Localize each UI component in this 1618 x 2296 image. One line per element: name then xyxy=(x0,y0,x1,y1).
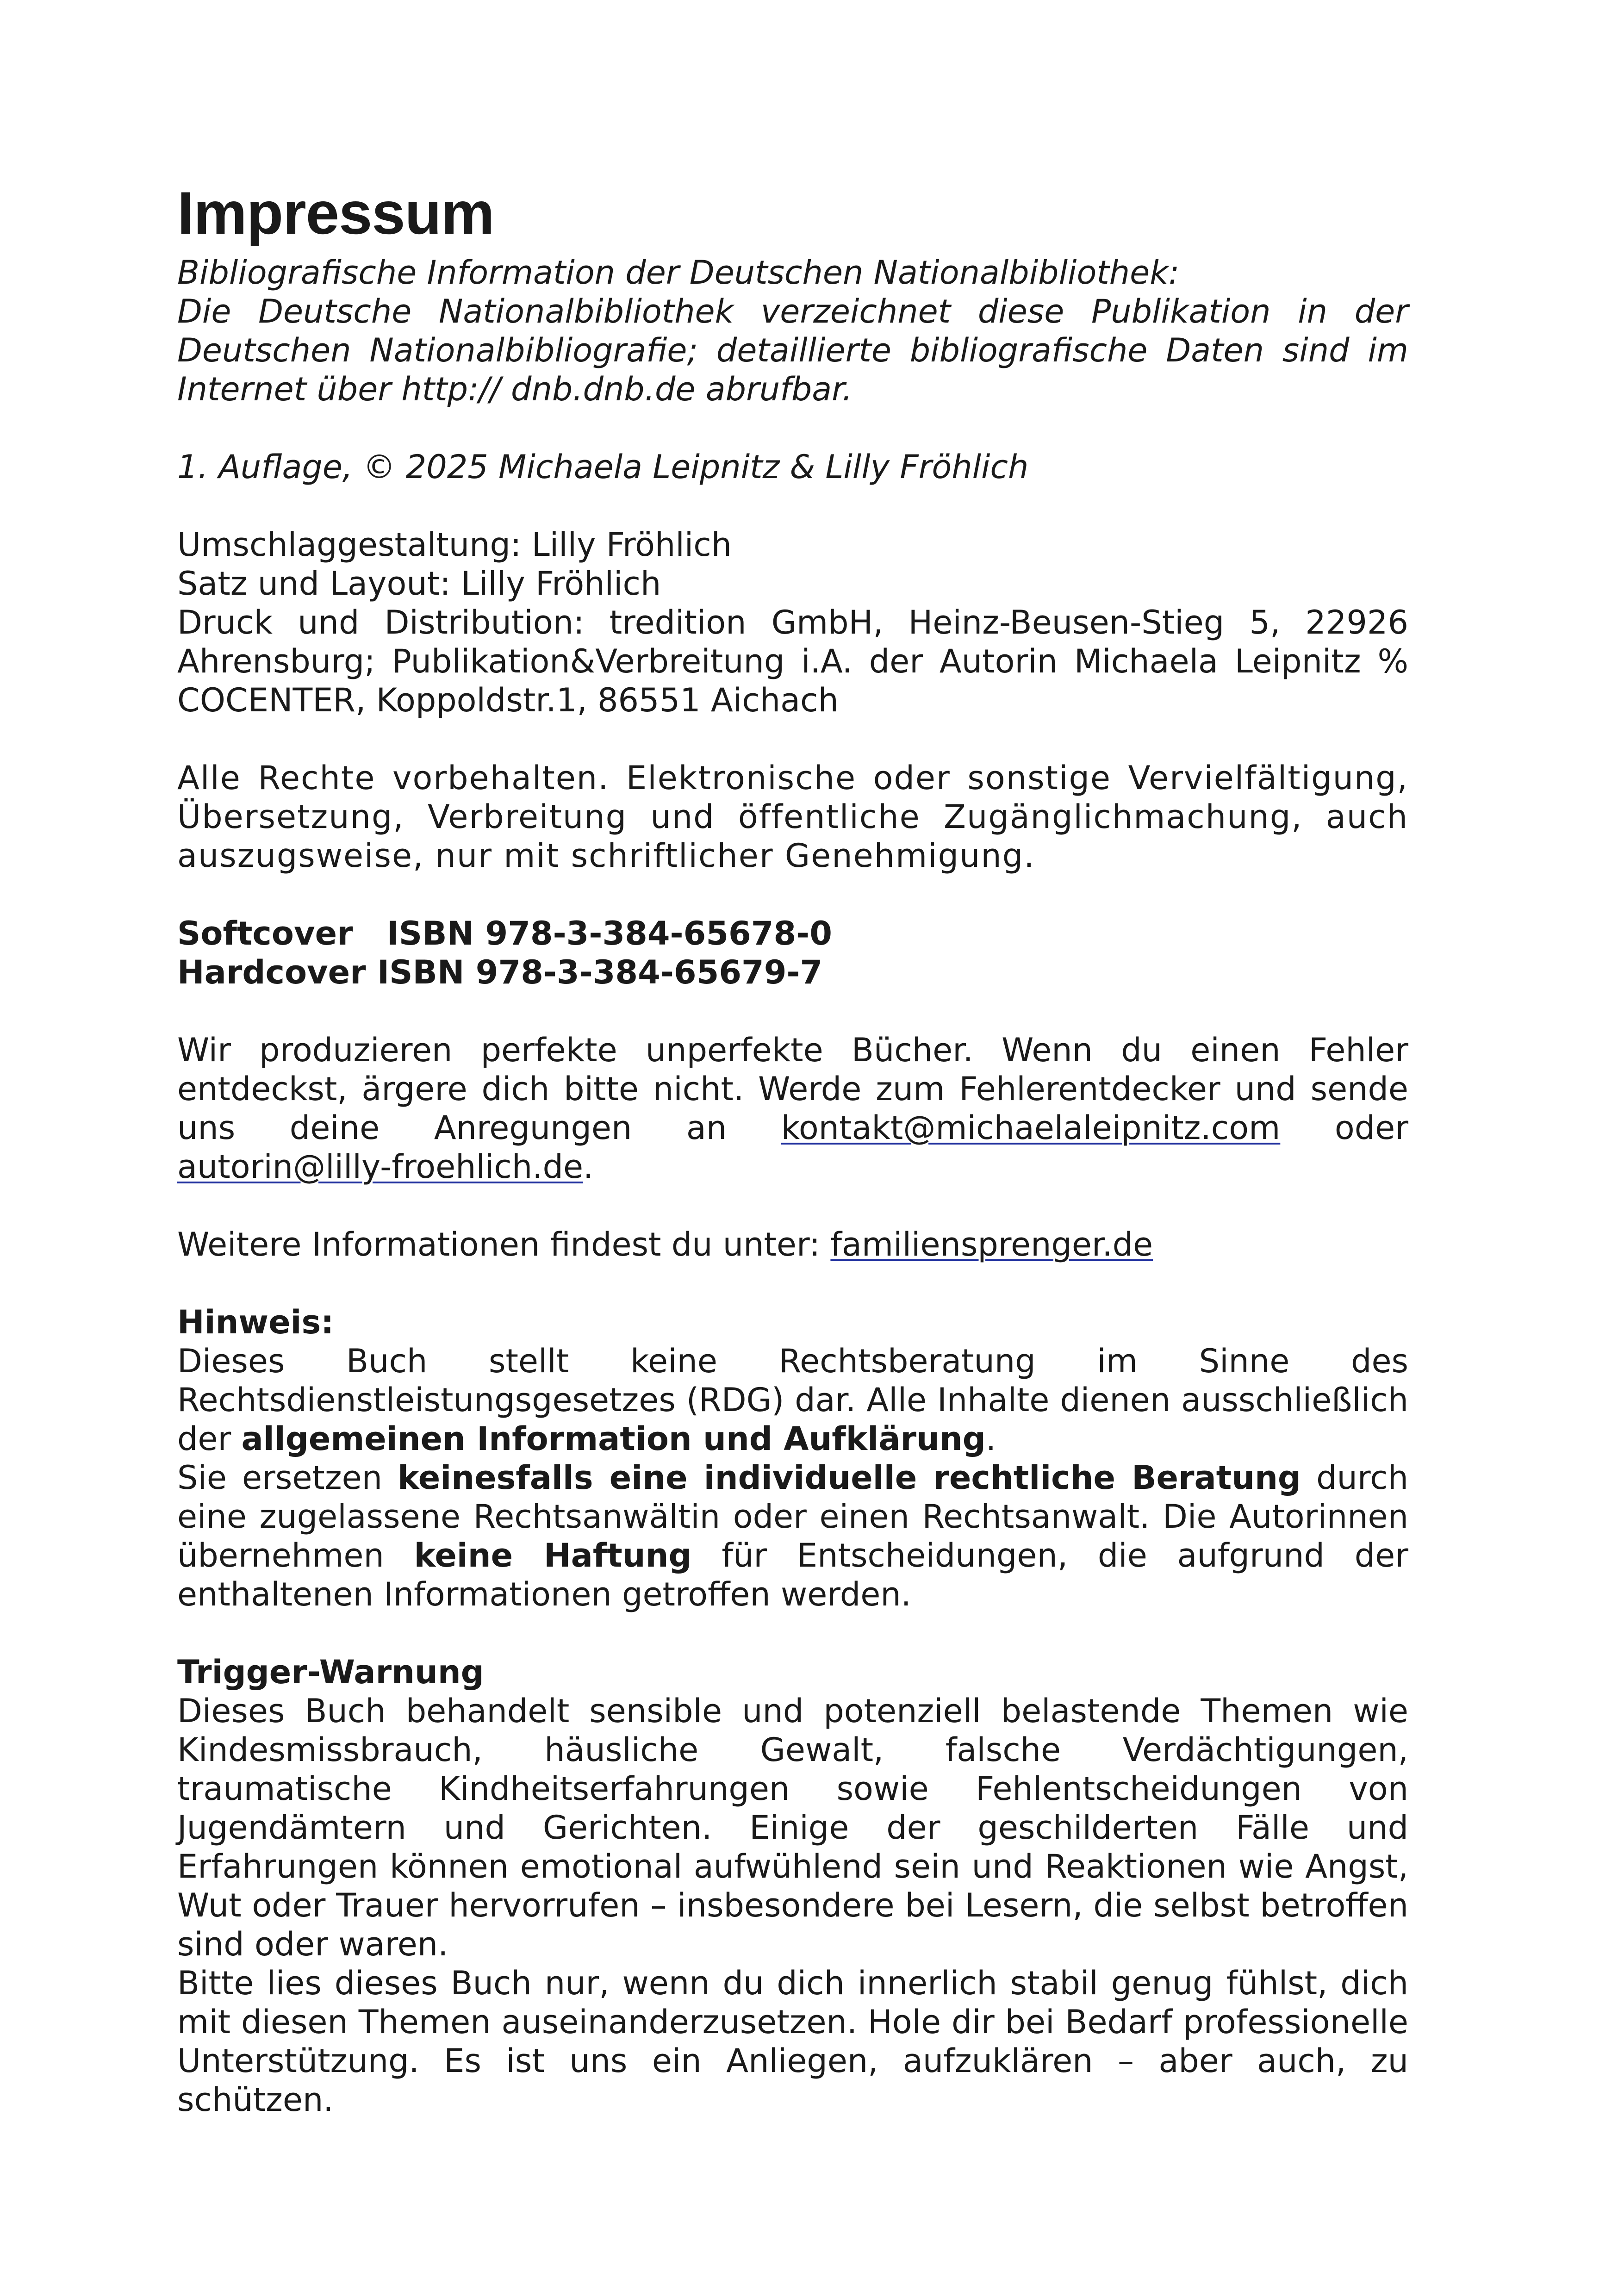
notice-text-4: durch eine zugelassene Rechtsanwältin oder einen Rechtsanwalt. Die Autorinnen übernehmen xyxy=(177,1459,1408,1574)
feedback-paragraph xyxy=(177,1031,1408,1186)
trigger-paragraph-2: Bitte lies dieses Buch nur, wenn du dich innerlich stabil genug fühlst, dich mit diesen Themen auseinanderzusetzen. Hole dir bei Bedarf professionelle Unterstützung. Es ist uns ein Anliegen, aufzuklären – aber auch, zu schützen. xyxy=(177,1964,1408,2119)
bibliography-body: Die Deutsche Nationalbibliothek verzeichnet diese Publikation in der Deutschen Nationalbibliografie; detaillierte bibliografische Daten sind im Internet über http:// dnb.dnb.de abrufbar. xyxy=(177,292,1408,408)
notice-text-2: . xyxy=(985,1420,996,1458)
notice-bold-3: keine Haftung xyxy=(414,1537,692,1574)
page-title: Impressum xyxy=(177,179,494,247)
feedback-text-middle: oder xyxy=(1280,1109,1409,1147)
more-info-line xyxy=(177,1225,1408,1264)
edition-line: 1. Auflage, © 2025 Michaela Leipnitz & Lilly Fröhlich xyxy=(177,448,1029,486)
cover-credit: Umschlaggestaltung: Lilly Fröhlich xyxy=(177,526,732,564)
notice-text-1: Dieses Buch stellt keine Rechtsberatung im Sinne des Rechtsdienstleistungsgesetzes (RDG) dar. Alle Inhalte dienen ausschließlich der xyxy=(177,1342,1408,1458)
bibliography-heading: Bibliografische Information der Deutschen Nationalbibliothek: xyxy=(177,254,1180,292)
feedback-text-before: Wir produzieren perfekte unperfekte Bücher. Wenn du einen Fehler entdeckst, ärgere dich bitte nicht. Werde zum Fehlerentdecker und sende uns deine Anregungen an xyxy=(177,1031,1408,1147)
distribution-credit: Druck und Distribution: tredition GmbH, Heinz-Beusen-Stieg 5, 22926 Ahrensburg; Publikation&Verbreitung i.A. der Autorin Michaela Leipnitz % COCENTER, Koppoldstr.1, 86551 Aichach xyxy=(177,604,1408,719)
notice-section xyxy=(177,1303,1408,1614)
author-email-link[interactable]: autorin@lilly-froehlich.de xyxy=(177,1148,584,1186)
isbn-section xyxy=(177,914,1408,992)
trigger-paragraph-1: Dieses Buch behandelt sensible und potenziell belastende Themen wie Kindesmissbrauch, häusliche Gewalt, falsche Verdächtigungen, traumatische Kindheitserfahrungen sowie Fehlentscheidungen von Jugendämtern und Gerichten. Einige der geschilderten Fälle und Erfahrungen können emotional aufwühlend sein und Reaktionen wie Angst, Wut oder Trauer hervorrufen – insbesondere bei Lesern, die selbst betroffen sind oder waren. xyxy=(177,1692,1408,1963)
notice-bold-1: allgemeinen Information und Aufklärung xyxy=(241,1420,986,1458)
contact-email-link[interactable]: kontakt@michaelaleipnitz.com xyxy=(781,1109,1281,1147)
more-info-text: Weitere Informationen findest du unter: xyxy=(177,1226,831,1263)
notice-text-5: für Entscheidungen, die aufgrund der enthaltenen Informationen getroffen werden. xyxy=(177,1537,1408,1613)
notice-heading: Hinweis: xyxy=(177,1303,334,1341)
trigger-section xyxy=(177,1653,1408,2119)
isbn-softcover: Softcover ISBN 978-3-384-65678-0 xyxy=(177,915,832,952)
rights-notice: Alle Rechte vorbehalten. Elektronische oder sonstige Vervielfältigung, Übersetzung, Verbreitung und öffentliche Zugänglichmachung, auch auszugsweise, nur mit schriftlicher Genehmigung. xyxy=(177,759,1408,875)
notice-bold-2: keinesfalls eine individuelle rechtliche Beratung xyxy=(398,1459,1301,1497)
layout-credit: Satz und Layout: Lilly Fröhlich xyxy=(177,565,661,603)
imprint-page xyxy=(177,178,1408,2119)
credits-section xyxy=(177,525,1408,720)
feedback-text-after: . xyxy=(583,1148,594,1186)
website-link[interactable]: familiensprenger.de xyxy=(830,1226,1153,1263)
trigger-heading: Trigger-Warnung xyxy=(177,1653,484,1691)
bibliography-section xyxy=(177,253,1408,409)
isbn-hardcover: Hardcover ISBN 978-3-384-65679-7 xyxy=(177,953,823,991)
notice-text-3: Sie ersetzen xyxy=(177,1459,398,1497)
